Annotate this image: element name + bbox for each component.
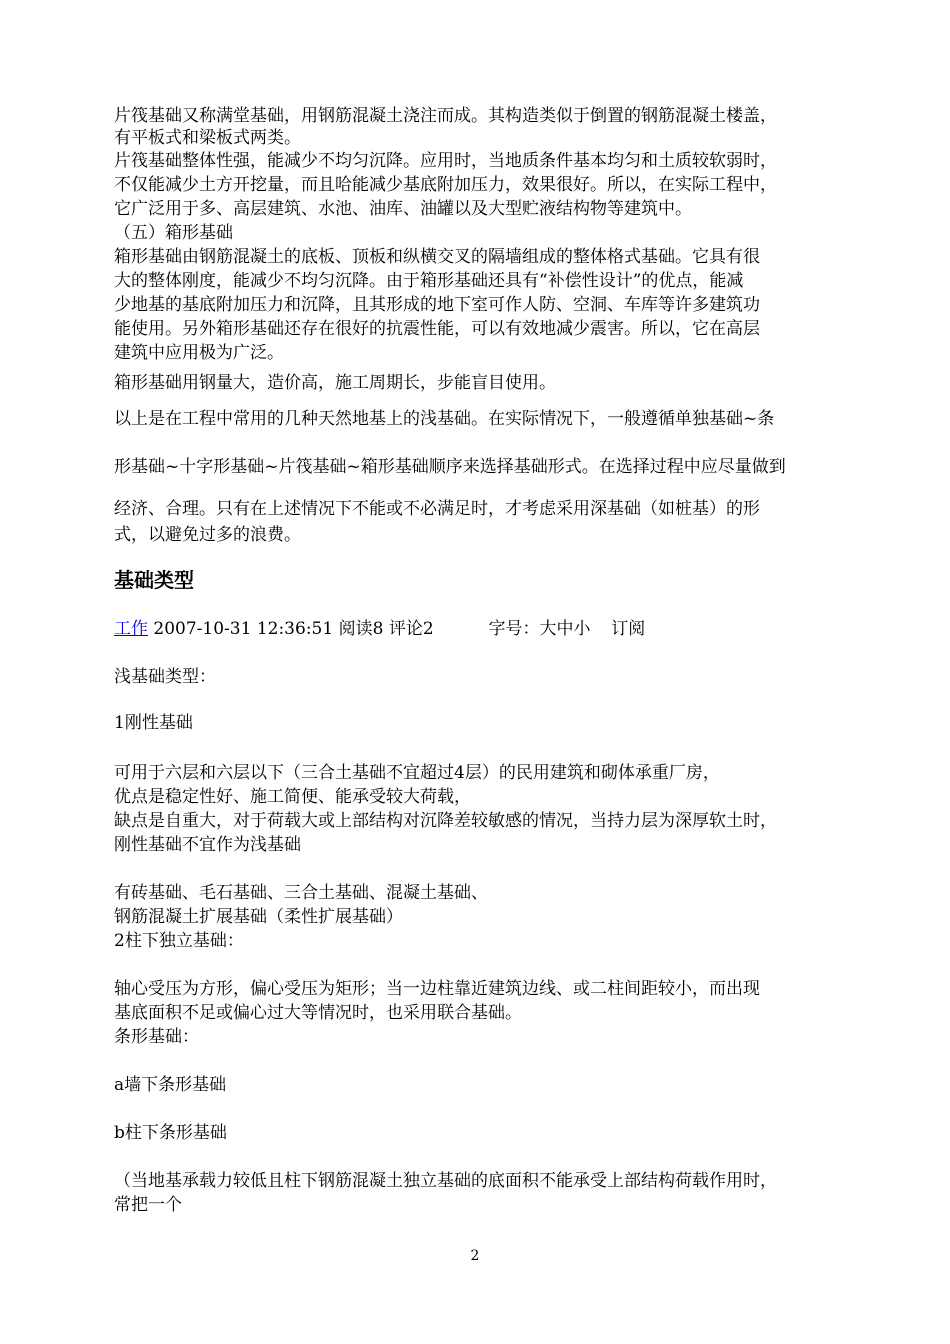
paragraph-line: 少地基的基底附加压力和沉降，且其形成的地下室可作人防、空洞、车库等许多建筑功 — [114, 295, 760, 315]
font-size-control[interactable]: 字号：大中小 — [488, 619, 591, 639]
summary-line: 形基础~十字形基础~片筏基础~箱形基础顺序来选择基础形式。在选择过程中应尽量做到 — [114, 457, 786, 477]
paragraph-line: （当地基承载力较低且柱下钢筋混凝土独立基础的底面积不能承受上部结构荷载作用时， — [114, 1171, 777, 1191]
category-link[interactable]: 工作 — [114, 619, 148, 639]
paragraph-line: 它广泛用于多、高层建筑、水池、油库、油罐以及大型贮液结构物等建筑中。 — [114, 199, 692, 219]
summary-line: 以上是在工程中常用的几种天然地基上的浅基础。在实际情况下，一般遵循单独基础~条 — [114, 409, 775, 429]
paragraph-line: 1刚性基础 — [114, 713, 193, 733]
section-title: 基础类型 — [114, 568, 194, 592]
paragraph-line: 常把一个 — [114, 1195, 182, 1215]
paragraph-line: 缺点是自重大，对于荷载大或上部结构对沉降差较敏感的情况，当持力层为深厚软土时， — [114, 811, 777, 831]
paragraph-line: 有平板式和梁板式两类。 — [114, 128, 301, 148]
paragraph-line: 能使用。另外箱形基础还存在很好的抗震性能，可以有效地减少震害。所以，它在高层 — [114, 319, 760, 339]
paragraph-line: 基底面积不足或偏心过大等情况时，也采用联合基础。 — [114, 1003, 522, 1023]
paragraph-line: 建筑中应用极为广泛。 — [114, 343, 284, 363]
paragraph-line: 可用于六层和六层以下（三合土基础不宜超过4层）的民用建筑和砌体承重厂房， — [114, 763, 720, 783]
paragraph-line: 轴心受压为方形，偏心受压为矩形；当一边柱靠近建筑边线、或二柱间距较小，而出现 — [114, 979, 760, 999]
summary-line: 经济、合理。只有在上述情况下不能或不必满足时，才考虑采用深基础（如桩基）的形 — [114, 499, 760, 519]
post-meta — [114, 617, 645, 641]
read-count: 阅读8 — [338, 619, 384, 639]
paragraph-line: 箱形基础用钢量大，造价高，施工周期长，步能盲目使用。 — [114, 373, 556, 393]
comment-count: 评论2 — [388, 619, 434, 639]
paragraph-line: 优点是稳定性好、施工简便、能承受较大荷载， — [114, 787, 471, 807]
paragraph-line: a墙下条形基础 — [114, 1075, 227, 1095]
paragraph-line: 刚性基础不宜作为浅基础 — [114, 835, 301, 855]
paragraph-line: 有砖基础、毛石基础、三合土基础、混凝土基础、 — [114, 883, 488, 903]
paragraph-line: 箱形基础由钢筋混凝土的底板、顶板和纵横交叉的隔墙组成的整体格式基础。它具有很 — [114, 247, 760, 267]
paragraph-line: 浅基础类型： — [114, 667, 216, 687]
paragraph-line: b柱下条形基础 — [114, 1123, 227, 1143]
paragraph-line: 条形基础： — [114, 1027, 199, 1047]
subsection-heading: （五）箱形基础 — [114, 223, 233, 243]
summary-line: 式，以避免过多的浪费。 — [114, 525, 301, 545]
paragraph-line: 大的整体刚度，能减少不均匀沉降。由于箱形基础还具有“补偿性设计”的优点，能减 — [114, 271, 744, 291]
post-datetime: 2007-10-31 12:36:51 — [153, 619, 334, 639]
paragraph-line: 片筏基础又称满堂基础，用钢筋混凝土浇注而成。其构造类似于倒置的钢筋混凝土楼盖， — [114, 106, 777, 126]
paragraph-line: 钢筋混凝土扩展基础（柔性扩展基础） — [114, 907, 403, 927]
subscribe-link[interactable]: 订阅 — [611, 619, 646, 639]
page-number: 2 — [470, 1248, 480, 1264]
paragraph-line: 不仅能减少土方开挖量，而且哈能减少基底附加压力，效果很好。所以，在实际工程中， — [114, 175, 777, 195]
paragraph-line: 片筏基础整体性强，能减少不均匀沉降。应用时，当地质条件基本均匀和土质较软弱时， — [114, 151, 777, 171]
paragraph-line: 2柱下独立基础： — [114, 931, 244, 951]
